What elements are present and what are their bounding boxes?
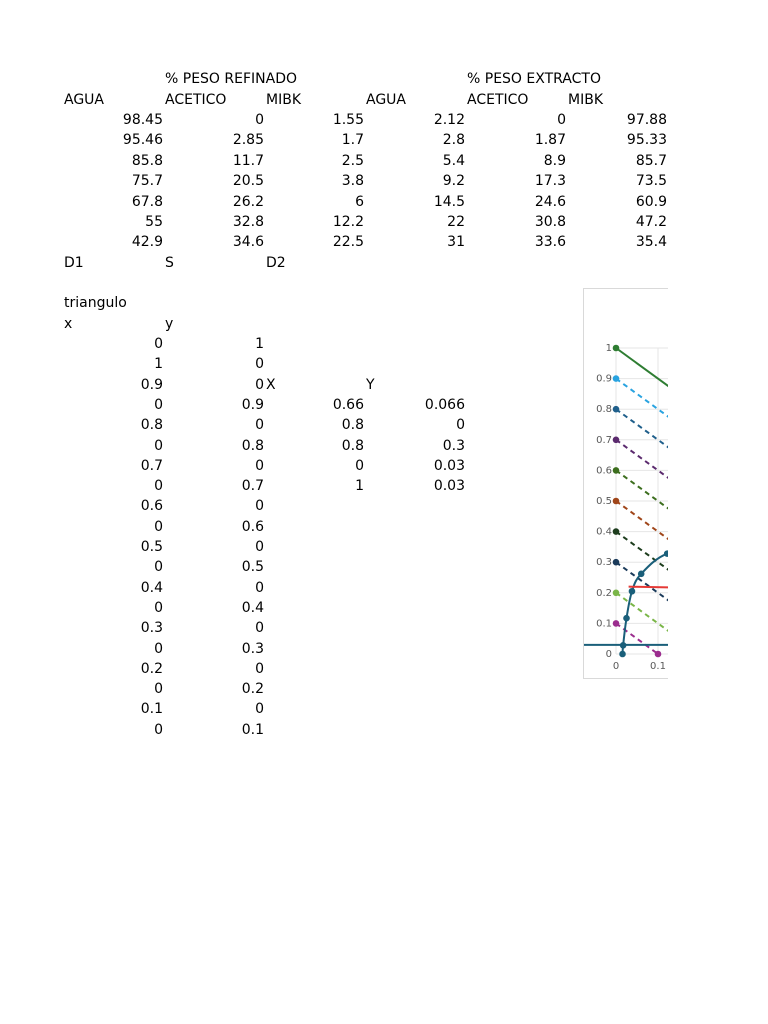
triangulo-cell: 0 <box>255 498 264 515</box>
triangulo-cell: 0 <box>255 457 264 474</box>
label-d2: D2 <box>266 255 286 271</box>
extracto-header: % PESO EXTRACTO <box>467 71 601 87</box>
y-tick-label: 0.7 <box>596 434 612 446</box>
triangulo-cell: 0.2 <box>140 660 163 677</box>
data-cell: 32.8 <box>232 214 264 230</box>
data-cell: 26.2 <box>232 193 264 210</box>
triangulo-cell: 0.9 <box>241 396 264 413</box>
data-cell: 95.46 <box>122 132 163 149</box>
triangulo-cell: 0.7 <box>241 478 264 495</box>
data-cell: 14.5 <box>433 193 465 210</box>
triangulo-cell: 1 <box>255 336 264 352</box>
series-point <box>638 571 645 578</box>
data-cell: 11.7 <box>232 152 264 169</box>
triangulo-cell: 0.8 <box>241 437 264 454</box>
data-cell: 22 <box>447 214 465 230</box>
triangulo-cell: 0 <box>154 396 163 413</box>
series-point <box>613 620 620 627</box>
triangulo-cell: 0 <box>255 376 264 393</box>
y-tick-label: 0.1 <box>596 618 612 630</box>
data-cell: 24.6 <box>534 193 566 210</box>
series-point <box>613 406 620 413</box>
data-cell: 67.8 <box>131 193 163 210</box>
data-cell: 75.7 <box>131 173 163 190</box>
xy-x-header: X <box>266 377 276 393</box>
data-cell: 2.85 <box>232 132 264 149</box>
data-cell: 97.88 <box>626 112 667 128</box>
data-cell: 60.9 <box>635 193 667 210</box>
y-tick-label: 0.3 <box>596 557 612 569</box>
triangulo-y-header: y <box>165 316 174 332</box>
triangulo-cell: 0 <box>255 417 264 434</box>
data-cell: 2.8 <box>442 132 465 149</box>
series-point <box>613 467 620 474</box>
col-header-mibk-ref: MIBK <box>266 92 301 108</box>
data-cell: 1.87 <box>534 132 566 149</box>
data-cell: 22.5 <box>332 234 364 251</box>
data-cell: 85.7 <box>635 152 667 169</box>
col-header-mibk-ext: MIBK <box>568 92 603 108</box>
triangulo-cell: 1 <box>154 356 163 373</box>
triangulo-cell: 0.1 <box>241 721 264 738</box>
xy-cell: 0.3 <box>442 437 465 454</box>
data-cell: 8.9 <box>543 152 566 169</box>
label-s: S <box>165 255 174 271</box>
series-point <box>664 550 668 557</box>
y-tick-label: 0.9 <box>596 373 612 385</box>
data-cell: 34.6 <box>232 234 264 251</box>
data-cell: 47.2 <box>635 214 667 230</box>
triangulo-cell: 0.3 <box>140 620 163 637</box>
series-point <box>613 375 620 382</box>
data-cell: 1.55 <box>332 112 364 128</box>
data-cell: 33.6 <box>534 234 566 251</box>
series-point <box>613 345 620 352</box>
triangulo-cell: 0.8 <box>140 417 163 434</box>
data-cell: 30.8 <box>534 214 566 230</box>
triangulo-cell: 0.6 <box>140 498 163 515</box>
series-point <box>613 528 620 535</box>
triangulo-cell: 0 <box>255 579 264 596</box>
triangulo-cell: 0 <box>154 681 163 698</box>
series-point <box>613 559 620 566</box>
col-header-agua-ref: AGUA <box>64 92 105 108</box>
series-point <box>623 615 630 622</box>
col-header-acetico-ext: ACETICO <box>467 92 529 108</box>
data-cell: 73.5 <box>635 173 667 190</box>
series-point <box>629 588 636 595</box>
series-point <box>613 590 620 597</box>
triangulo-cell: 0.6 <box>241 518 264 535</box>
triangulo-cell: 0 <box>154 599 163 616</box>
triangulo-cell: 0.1 <box>140 701 163 718</box>
data-cell: 98.45 <box>122 112 163 128</box>
series-point <box>613 498 620 505</box>
x-tick-label: 0.1 <box>650 661 666 672</box>
data-cell: 12.2 <box>332 214 364 230</box>
refinado-header: % PESO REFINADO <box>165 71 298 87</box>
data-cell: 2.12 <box>433 112 465 128</box>
triangulo-title: triangulo <box>64 295 127 311</box>
data-cell: 95.33 <box>626 132 667 149</box>
xy-cell: 0 <box>456 417 465 434</box>
triangulo-cell: 0.3 <box>241 640 264 657</box>
xy-cell: 0.8 <box>341 417 364 434</box>
xy-cell: 1 <box>355 478 364 495</box>
data-cell: 1.7 <box>341 132 364 149</box>
triangulo-cell: 0 <box>154 559 163 576</box>
data-cell: 35.4 <box>635 234 667 251</box>
data-cell: 9.2 <box>442 173 465 190</box>
data-cell: 85.8 <box>131 152 163 169</box>
triangulo-cell: 0 <box>255 701 264 718</box>
xy-cell: 0.8 <box>341 437 364 454</box>
xy-cell: 0.066 <box>424 397 465 413</box>
triangulo-cell: 0.4 <box>241 599 264 616</box>
col-header-acetico-ref: ACETICO <box>165 92 227 108</box>
xy-cell: 0 <box>355 457 364 474</box>
triangulo-cell: 0.4 <box>140 579 163 596</box>
col-header-agua-ext: AGUA <box>366 92 407 108</box>
data-cell: 17.3 <box>534 173 566 190</box>
y-tick-label: 1 <box>605 343 612 354</box>
series-point <box>619 651 626 658</box>
triangulo-cell: 0 <box>255 620 264 637</box>
xy-cell: 0.03 <box>433 457 465 474</box>
chart-svg <box>584 289 668 678</box>
y-tick-label: 0 <box>605 649 612 660</box>
y-tick-label: 0.2 <box>596 587 612 599</box>
ternary-chart[interactable] <box>583 288 668 679</box>
triangulo-cell: 0 <box>255 660 264 677</box>
triangulo-cell: 0 <box>154 721 163 738</box>
y-tick-label: 0.8 <box>596 404 612 416</box>
xy-y-header: Y <box>366 377 375 393</box>
data-cell: 31 <box>447 234 465 251</box>
xy-cell: 0.66 <box>332 397 364 413</box>
triangulo-cell: 0 <box>255 539 264 555</box>
triangulo-cell: 0.7 <box>140 457 163 474</box>
x-tick-label: 0 <box>612 661 620 672</box>
series-point <box>655 651 662 658</box>
triangulo-cell: 0 <box>154 336 163 352</box>
data-cell: 3.8 <box>341 173 364 190</box>
series-line <box>616 379 668 654</box>
triangulo-cell: 0 <box>154 437 163 454</box>
triangulo-cell: 0 <box>255 356 264 373</box>
series-point <box>613 437 620 444</box>
y-tick-label: 0.4 <box>596 526 612 538</box>
label-d1: D1 <box>64 255 84 271</box>
data-cell: 5.4 <box>442 152 465 169</box>
data-cell: 2.5 <box>341 152 364 169</box>
xy-cell: 0.03 <box>433 478 465 495</box>
data-cell: 0 <box>557 112 566 128</box>
triangulo-x-header: x <box>64 316 73 332</box>
y-tick-label: 0.5 <box>596 496 612 507</box>
triangulo-cell: 0.5 <box>140 539 163 555</box>
data-cell: 0 <box>255 112 264 128</box>
data-cell: 20.5 <box>232 173 264 190</box>
data-cell: 55 <box>145 214 163 230</box>
data-cell: 42.9 <box>131 234 163 251</box>
data-cell: 6 <box>355 193 364 210</box>
triangulo-cell: 0 <box>154 640 163 657</box>
triangulo-cell: 0.2 <box>241 681 264 698</box>
y-tick-label: 0.6 <box>596 465 612 477</box>
triangulo-cell: 0 <box>154 478 163 495</box>
triangulo-cell: 0.9 <box>140 376 163 393</box>
triangulo-cell: 0.5 <box>241 559 264 576</box>
series-line <box>616 440 668 654</box>
triangulo-cell: 0 <box>154 518 163 535</box>
